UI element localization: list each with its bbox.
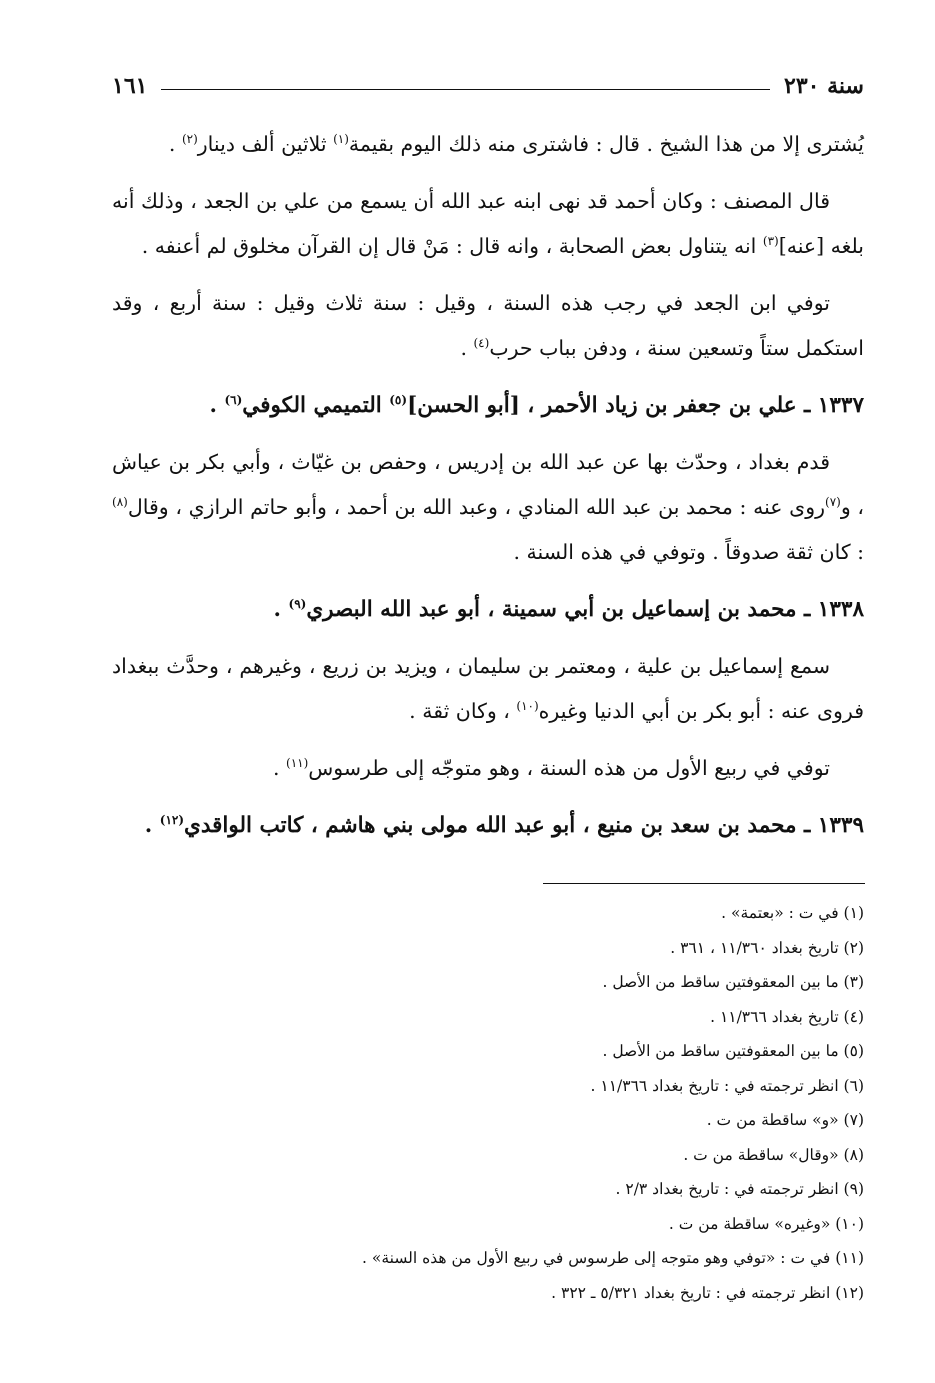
footnote-1: (١) في ت : «بعتمة» .: [721, 904, 864, 922]
footnote-separator: [543, 883, 865, 884]
footnote-9: (٩) انظر ترجمته في : تاريخ بغداد ٢/٣ .: [615, 1180, 864, 1198]
running-header: [112, 68, 864, 104]
entry-heading-1339: ١٣٣٩ ـ محمد بن سعد بن منيع ، أبو عبد الله مولى بني هاشم ، كاتب الواقدي$^{(١٢)}$ .: [144, 812, 864, 838]
footnote-4: (٤) تاريخ بغداد ١١/٣٦٦ .: [710, 1007, 864, 1026]
footnote-ref: (٩): [288, 596, 307, 611]
entry-heading-1337: ١٣٣٧ ـ علي بن جعفر بن زياد الأحمر ، [أبو الحسن]$^{(٥)}$ التميمي الكوفي$^{(٦)}$ .: [209, 392, 864, 418]
page-number: ١٦١: [112, 73, 148, 99]
footnote-6: (٦) انظر ترجمته في : تاريخ بغداد ١١/٣٦٦ .: [590, 1076, 864, 1095]
paragraph-entry-1337: قدم بغداد ، وحدّث بها عن عبد الله بن إدريس ، وحفص بن غيّاث ، وأبي بكر بن عياش ، و$^{(٧)}$روى عنه : محمد بن عبد الله المنادي ، وعبد الله بن أحمد ، وأبو حاتم الرازي ، وقال$^{(٨)}$ : كان ثقة صدوقاً . وتوفي في هذه السنة .: [112, 450, 864, 564]
footnote-10: (١٠) «وغيره» ساقطة من ت .: [668, 1214, 864, 1233]
footnote-ref: (٧): [825, 495, 841, 510]
footnote-3: (٣) ما بين المعقوفتين ساقط من الأصل .: [602, 973, 864, 991]
paragraph-continuation: يُشترى إلا من هذا الشيخ . قال : فاشترى منه ذلك اليوم بقيمة$^{(١)}$ ثلاثين ألف دينار$^{(٢)}$ .: [168, 132, 864, 156]
footnote-ref: (٥): [389, 392, 408, 407]
footnote-12: (١٢) انظر ترجمته في : تاريخ بغداد ٥/٣٢١ ـ ٣٢٢ .: [551, 1283, 864, 1302]
header-year: سنة ٢٣٠: [784, 73, 864, 99]
main-text: [112, 122, 864, 860]
paragraph-author-note: قال المصنف : وكان أحمد قد نهى ابنه عبد الله أن يسمع من علي بن الجعد ، وذلك أنه بلغه [عنه]$^{(٣)}$ انه يتناول بعض الصحابة ، وانه قال : مَنْ قال إن القرآن مخلوق لم أعنفه .: [112, 189, 864, 258]
header-rule: [161, 89, 770, 90]
paragraph-death-date: توفي ابن الجعد في رجب هذه السنة ، وقيل : سنة ثلاث وقيل : سنة أربع ، وقد استكمل ستاً وتسعين سنة ، ودفن بباب حرب$^{(٤)}$ .: [112, 291, 864, 360]
footnotes: [112, 896, 864, 1310]
footnote-5: (٥) ما بين المعقوفتين ساقط من الأصل .: [602, 1042, 864, 1060]
footnote-ref: (٤): [473, 336, 490, 351]
footnote-ref: (١٢): [159, 812, 185, 827]
footnote-2: (٢) تاريخ بغداد ١١/٣٦٠ ، ٣٦١ .: [670, 938, 864, 957]
footnote-8: (٨) «وقال» ساقطة من ت .: [683, 1145, 864, 1164]
footnote-ref: (٦): [224, 392, 243, 407]
footnote-ref: (٢): [181, 132, 198, 147]
footnote-ref: (٣): [762, 234, 779, 249]
entry-heading-1338: ١٣٣٨ ـ محمد بن إسماعيل بن أبي سمينة ، أبو عبد الله البصري$^{(٩)}$ .: [273, 596, 864, 622]
footnote-7: (٧) «و» ساقطة من ت .: [706, 1111, 864, 1129]
paragraph-entry-1338-death: توفي في ربيع الأول من هذه السنة ، وهو متوجّه إلى طرسوس$^{(١١)}$ .: [272, 756, 830, 780]
footnote-11: (١١) في ت : «توفي وهو متوجه إلى طرسوس في ربيع الأول من هذه السنة» .: [362, 1249, 864, 1267]
footnote-ref: (١١): [286, 756, 309, 771]
paragraph-entry-1338: سمع إسماعيل بن علية ، ومعتمر بن سليمان ، ويزيد بن زريع ، وغيرهم ، وحدَّث ببغداد فروى عنه : أبو بكر بن أبي الدنيا وغيره$^{(١٠)}$ ، وكان ثقة .: [112, 654, 864, 723]
footnote-ref: (١): [333, 132, 349, 147]
footnote-ref: (٨): [112, 495, 128, 510]
footnote-ref: (١٠): [516, 699, 539, 714]
